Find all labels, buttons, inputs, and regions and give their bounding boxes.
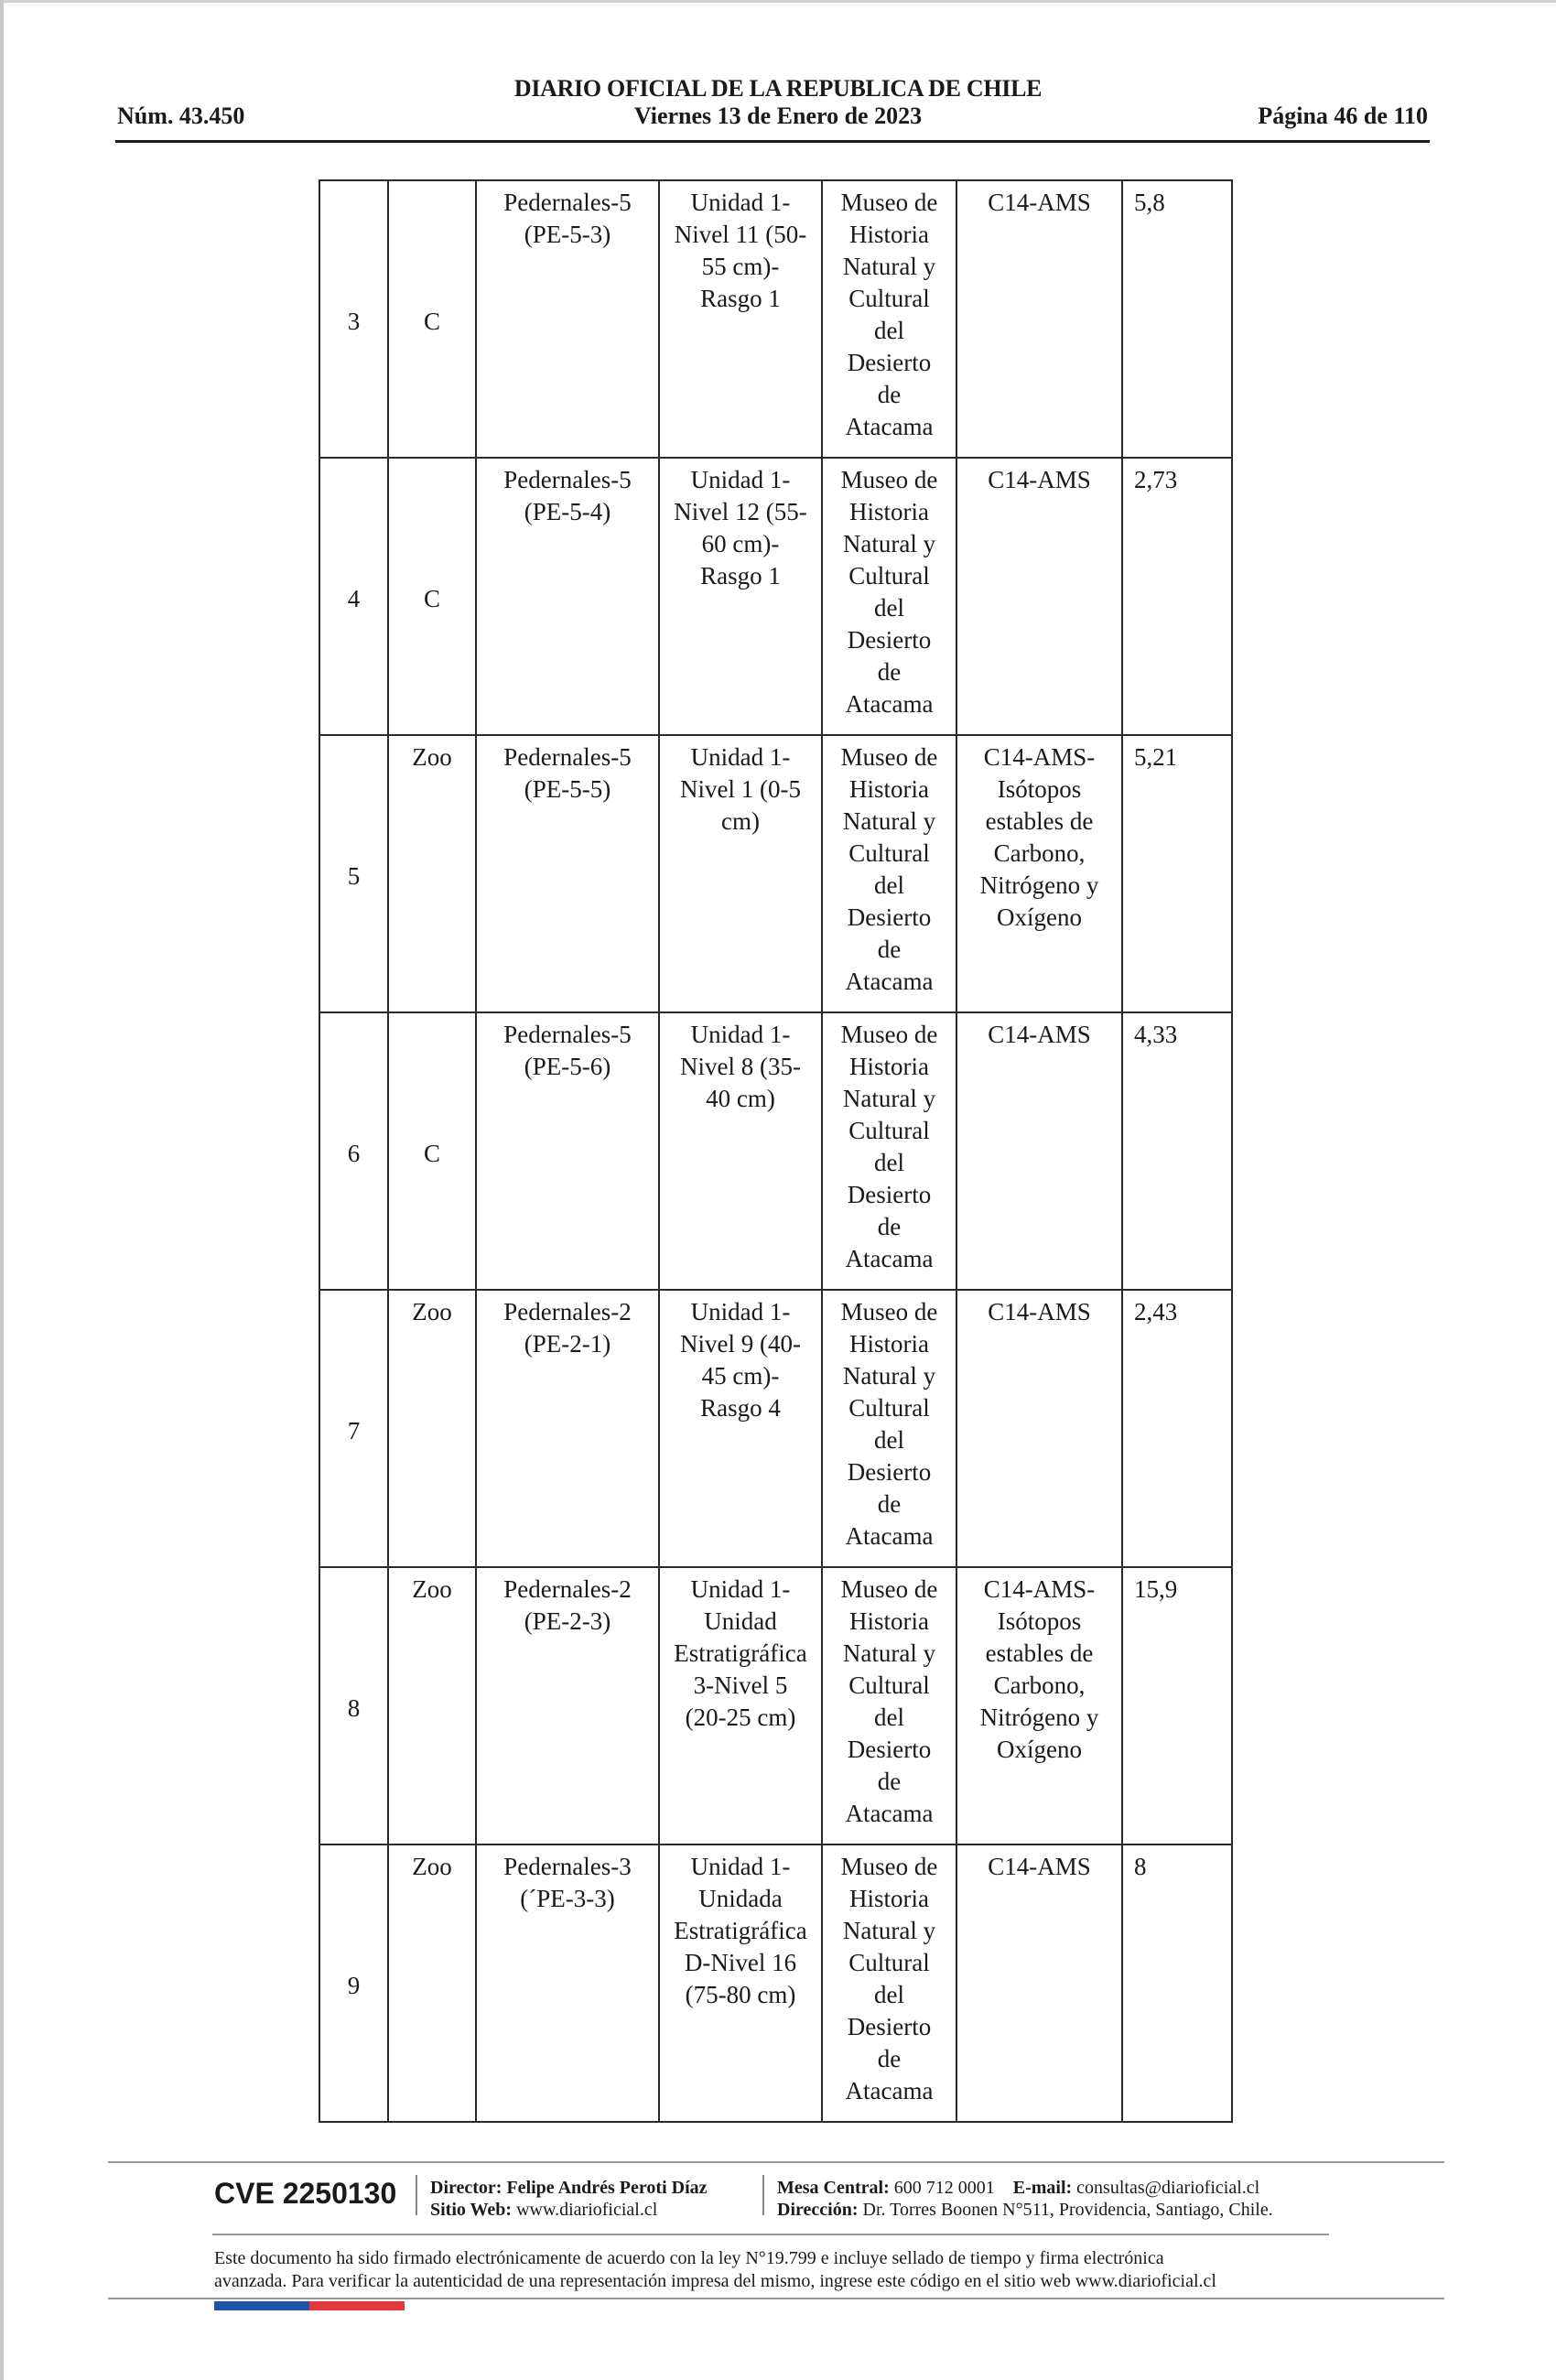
address-label: Dirección: [777,2200,859,2220]
museum-cell [822,1290,956,1567]
cell-line: de [877,1213,902,1240]
cell-line: cm) [721,807,760,835]
cell-line: Desierto [847,2013,932,2040]
cell-line: Cultural [848,1117,930,1144]
cell-line: Carbono, [993,1671,1086,1699]
footer-bottom-rule [108,2298,1444,2299]
cell-line: (75-80 cm) [685,1981,796,2008]
cell-line: Pedernales-5 [503,743,632,771]
cell-line: Museo de [840,743,938,771]
cell-line: (20-25 cm) [685,1704,796,1731]
cell-line: Unidad 1- [690,466,791,493]
footer-contact-block [777,2177,1273,2221]
cell-text: 3 [347,308,361,335]
museum-cell [822,1844,956,2122]
cell-line: 3-Nivel 5 [693,1671,788,1699]
website-link[interactable]: www.diarioficial.cl [516,2200,658,2220]
footer-separator [762,2175,764,2215]
cell-line: Desierto [847,1181,932,1208]
flag-stripe-red [309,2301,405,2310]
cell-line: Pedernales-5 [503,1021,632,1048]
cell-line: de [877,381,902,408]
row-number-cell [319,1844,388,2122]
cell-line: Cultural [848,1394,930,1422]
cell-text: C [423,1140,440,1167]
legal-notice [214,2247,1349,2293]
footer-director-block [430,2177,708,2221]
row-number-cell [319,180,388,458]
sample-type-cell [388,1844,476,2122]
cell-text: C [423,585,440,612]
cell-line: C14-AMS [988,1021,1091,1048]
analysis-cell [956,180,1122,458]
cell-line: Historia [849,221,929,248]
header-rule [115,140,1430,143]
weight-cell [1122,1567,1232,1844]
table-row [319,458,1232,735]
footer-mid-rule [212,2234,1329,2235]
cell-line: D-Nivel 16 [684,1949,797,1976]
cell-line: Atacama [845,968,934,995]
page-left-edge [0,0,4,2380]
cell-text: Zoo [412,1575,452,1603]
cell-line: de [877,658,902,686]
newspaper-title: DIARIO OFICIAL DE LA REPUBLICA DE CHILE [513,75,1043,102]
cell-line: de [877,936,902,963]
cell-line: Oxígeno [997,1736,1082,1763]
cell-line: Historia [849,1607,929,1635]
cell-line: Estratigráfica [674,1917,807,1944]
cell-line: (´PE-3-3) [520,1885,615,1912]
weight-cell [1122,1844,1232,2122]
cell-line: C14-AMS- [983,743,1096,771]
site-cell [476,458,659,735]
cell-line: C14-AMS [988,1853,1091,1880]
cell-text: Zoo [412,743,452,771]
cell-text: C [423,308,440,335]
analysis-cell [956,458,1122,735]
cell-line: Historia [849,1053,929,1080]
cell-line: (PE-2-1) [524,1330,611,1358]
cell-line: Natural y [842,1917,936,1944]
cell-line: Desierto [847,1458,932,1486]
phone-label: Mesa Central: [777,2178,890,2198]
cell-line: Museo de [840,1575,938,1603]
row-number-cell [319,1567,388,1844]
museum-cell [822,1567,956,1844]
cell-text: 9 [347,1972,361,1999]
cell-line: del [874,1981,904,2008]
cell-line: Unidad 1- [690,1575,791,1603]
unit-cell [659,458,822,735]
analysis-cell [956,735,1122,1012]
samples-table [319,179,1233,2123]
sample-type-cell [388,1012,476,1290]
site-cell [476,1012,659,1290]
cell-line: del [874,871,904,899]
site-cell [476,1290,659,1567]
cell-line: 45 cm)- [701,1362,780,1390]
cell-line: Unidad 1- [690,189,791,216]
cell-line: C14-AMS [988,466,1091,493]
cell-line: Museo de [840,1853,938,1880]
weight-cell [1122,458,1232,735]
cell-line: Pedernales-5 [503,189,632,216]
cell-text: Zoo [412,1853,452,1880]
cell-line: del [874,1704,904,1731]
cell-line: Museo de [840,1298,938,1325]
cell-line: Nitrógeno y [979,871,1099,899]
cell-line: Cultural [848,285,930,312]
cell-line: Natural y [842,1085,936,1112]
legal-line: avanzada. Para verificar la autenticidad de una representación impresa del mismo, ingrese este código en el sitio web www.diarioficial.cl [214,2271,1216,2291]
cell-text: 4 [347,585,361,612]
page-top-edge [0,0,1556,3]
site-cell [476,1844,659,2122]
cell-line: Cultural [848,839,930,867]
cell-line: (PE-5-3) [524,221,611,248]
cell-text: 4,33 [1134,1021,1178,1048]
cell-line: Atacama [845,690,934,718]
table-row [319,1567,1232,1844]
museum-cell [822,458,956,735]
row-number-cell [319,458,388,735]
cell-line: Natural y [842,807,936,835]
cell-text: 2,73 [1134,466,1178,493]
cell-text: 5,8 [1134,189,1165,216]
weight-cell [1122,180,1232,458]
cell-line: del [874,1426,904,1454]
cell-line: Natural y [842,530,936,557]
cell-line: (PE-2-3) [524,1607,611,1635]
cell-line: Historia [849,1330,929,1358]
cell-line: 60 cm)- [701,530,780,557]
cell-line: Historia [849,498,929,525]
site-cell [476,1567,659,1844]
cell-line: 40 cm) [706,1085,775,1112]
row-number-cell [319,735,388,1012]
cell-line: C14-AMS [988,189,1091,216]
phone-value: 600 712 0001 [893,2178,995,2198]
table-row [319,735,1232,1012]
cell-line: Cultural [848,1949,930,1976]
cell-line: Museo de [840,1021,938,1048]
unit-cell [659,735,822,1012]
cell-line: C14-AMS [988,1298,1091,1325]
museum-cell [822,1012,956,1290]
cell-line: Oxígeno [997,903,1082,931]
site-cell [476,735,659,1012]
museum-cell [822,180,956,458]
cell-text: Zoo [412,1298,452,1325]
cell-line: Carbono, [993,839,1086,867]
cell-line: estables de [985,807,1094,835]
cell-line: de [877,2045,902,2072]
unit-cell [659,1844,822,2122]
cell-line: estables de [985,1639,1094,1667]
cell-line: Isótopos [997,775,1082,803]
cell-line: Unidad 1- [690,1021,791,1048]
sample-type-cell [388,1290,476,1567]
table-row [319,1012,1232,1290]
row-number-cell [319,1290,388,1567]
cell-line: Historia [849,1885,929,1912]
cell-line: Cultural [848,1671,930,1699]
cell-line: Unidada [698,1885,783,1912]
table-row [319,1844,1232,2122]
weight-cell [1122,1290,1232,1567]
weight-cell [1122,1012,1232,1290]
cell-line: Desierto [847,1736,932,1763]
cell-line: de [877,1768,902,1795]
cell-line: del [874,1149,904,1176]
cell-line: C14-AMS- [983,1575,1096,1603]
cell-line: Atacama [845,413,934,440]
cell-line: Natural y [842,1362,936,1390]
cell-line: Nivel 8 (35- [680,1053,801,1080]
issue-number: Núm. 43.450 [117,103,245,129]
cell-line: Nivel 9 (40- [680,1330,801,1358]
cell-line: Desierto [847,349,932,376]
cell-line: (PE-5-6) [524,1053,611,1080]
flag-stripe-blue [214,2301,309,2310]
legal-line: Este documento ha sido firmado electrónicamente de acuerdo con la ley N°19.799 e incluye sellado de tiempo y firma electrónica [214,2248,1164,2268]
cell-line: Cultural [848,562,930,590]
director-name: Felipe Andrés Peroti Díaz [506,2178,708,2198]
sample-type-cell [388,180,476,458]
cell-text: 5,21 [1134,743,1178,771]
unit-cell [659,1012,822,1290]
analysis-cell [956,1012,1122,1290]
cell-line: del [874,317,904,344]
cell-line: (PE-5-5) [524,775,611,803]
cell-line: Isótopos [997,1607,1082,1635]
sample-type-cell [388,735,476,1012]
cell-line: Atacama [845,1522,934,1550]
footer-top-rule [108,2161,1444,2163]
row-number-cell [319,1012,388,1290]
cell-line: (PE-5-4) [524,498,611,525]
cell-line: Atacama [845,1800,934,1827]
website-label: Sitio Web: [430,2200,513,2220]
analysis-cell [956,1290,1122,1567]
cell-line: Estratigráfica [674,1639,807,1667]
cell-line: Unidad 1- [690,1853,791,1880]
sample-type-cell [388,1567,476,1844]
sample-type-cell [388,458,476,735]
cell-line: Nivel 1 (0-5 [680,775,801,803]
museum-cell [822,735,956,1012]
cell-line: Rasgo 4 [700,1394,781,1422]
cell-line: Pedernales-5 [503,466,632,493]
cell-line: Atacama [845,2077,934,2104]
unit-cell [659,1290,822,1567]
cell-line: Historia [849,775,929,803]
footer-separator [416,2175,417,2215]
cell-line: Pedernales-2 [503,1298,632,1325]
cell-line: Unidad 1- [690,743,791,771]
weight-cell [1122,735,1232,1012]
cell-text: 8 [1134,1853,1147,1880]
cell-line: del [874,594,904,622]
cell-line: Natural y [842,1639,936,1667]
director-label: Director: [430,2178,502,2198]
cve-code: CVE 2250130 [214,2177,397,2210]
cell-line: de [877,1490,902,1518]
analysis-cell [956,1844,1122,2122]
cell-line: Desierto [847,626,932,654]
cell-line: Nitrógeno y [979,1704,1099,1731]
cell-text: 15,9 [1134,1575,1178,1603]
cell-line: Unidad 1- [690,1298,791,1325]
cell-line: Museo de [840,189,938,216]
table-row [319,1290,1232,1567]
email-link[interactable]: consultas@diarioficial.cl [1076,2178,1260,2198]
cell-text: 6 [347,1140,361,1167]
cell-line: Natural y [842,253,936,280]
cell-line: Pedernales-3 [503,1853,632,1880]
cell-line: Atacama [845,1245,934,1272]
unit-cell [659,1567,822,1844]
cell-line: Unidad [704,1607,777,1635]
site-cell [476,180,659,458]
cell-line: 55 cm)- [701,253,780,280]
cell-text: 2,43 [1134,1298,1178,1325]
cell-text: 5 [347,862,361,890]
cell-text: 7 [347,1417,361,1444]
page-number: Página 46 de 110 [1258,103,1428,129]
cell-text: 8 [347,1694,361,1722]
analysis-cell [956,1567,1122,1844]
cell-line: Pedernales-2 [503,1575,632,1603]
cell-line: Rasgo 1 [700,285,781,312]
cell-line: Desierto [847,903,932,931]
cell-line: Rasgo 1 [700,562,781,590]
cell-line: Nivel 12 (55- [674,498,807,525]
address-value: Dr. Torres Boonen N°511, Providencia, Santiago, Chile. [862,2200,1273,2220]
cell-line: Museo de [840,466,938,493]
email-label: E-mail: [1012,2178,1073,2198]
unit-cell [659,180,822,458]
cell-line: Nivel 11 (50- [674,221,807,248]
table-row [319,180,1232,458]
issue-date: Viernes 13 de Enero de 2023 [633,103,923,129]
